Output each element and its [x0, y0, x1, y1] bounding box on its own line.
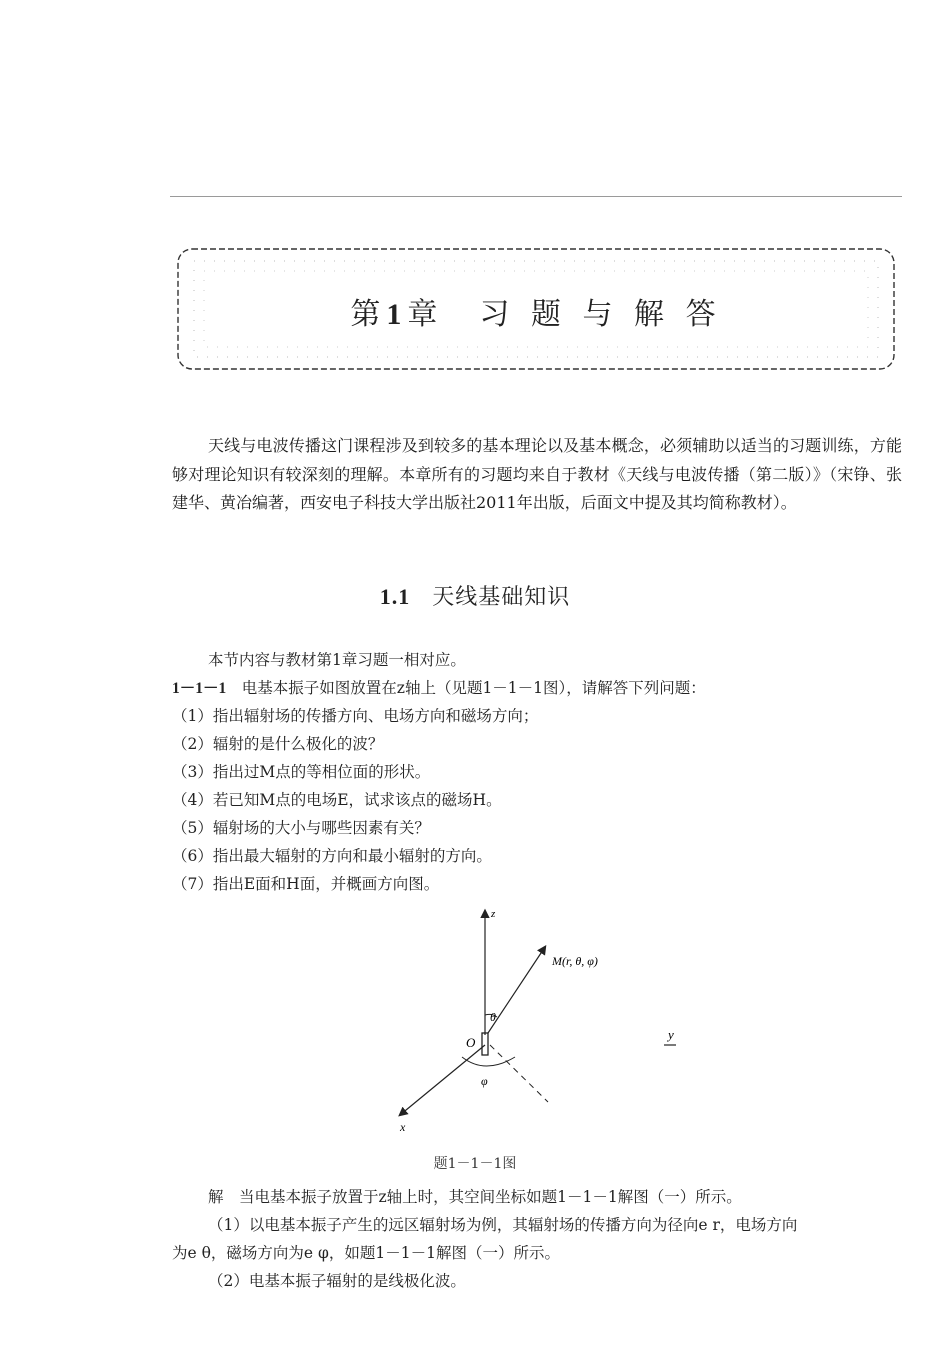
dipole-element — [482, 1033, 488, 1055]
chapter-heading-frame — [172, 243, 900, 375]
answer-intro: 解 当电基本振子放置于z轴上时，其空间坐标如题1－1－1解图（一）所示。 — [208, 1188, 742, 1206]
theta-label: θ — [490, 1010, 496, 1024]
radial-line — [488, 947, 545, 1033]
intro-paragraph: 天线与电波传播这门课程涉及到较多的基本理论以及基本概念，必须辅助以适当的习题训练，方能够对理论知识有较深刻的理解。本章所有的习题均来自于教材《天线与电波传播（第二版）》（宋铮、张建华、黄冶编著，西安电子科技大学出版社2011年出版，后面文中提及其均简称教材）。 — [172, 436, 902, 512]
answer-1-continued: 为e θ，磁场方向为e φ，如题1－1－1解图（一）所示。 — [172, 1244, 560, 1262]
question-6: （6）指出最大辐射的方向和最小辐射的方向。 — [172, 847, 492, 865]
point-m-label: M(r, θ, φ) — [552, 954, 598, 968]
phi-arc — [462, 1057, 515, 1066]
question-5: （5）辐射场的大小与哪些因素有关？ — [172, 819, 430, 837]
y-projection — [490, 1045, 548, 1102]
dipole-coordinate-figure — [380, 905, 700, 1140]
header-rule — [170, 196, 902, 197]
chapter-title: 第1章 习 题 与 解 答 — [350, 297, 722, 332]
origin-label: O — [466, 1035, 476, 1050]
phi-label: φ — [481, 1074, 488, 1088]
question-4: （4）若已知M点的电场E，试求该点的磁场H。 — [172, 791, 502, 809]
x-label: x — [400, 1120, 406, 1134]
coordinate-diagram — [380, 905, 700, 1140]
answer-2: （2）电基本振子辐射的是线极化波。 — [208, 1272, 466, 1290]
z-label: z — [491, 908, 496, 920]
section-heading: 1.1 天线基础知识 — [379, 584, 571, 610]
question-1: （1）指出辐射场的传播方向、电场方向和磁场方向； — [172, 707, 539, 725]
question-2: （2）辐射的是什么极化的波？ — [172, 735, 384, 753]
answer-1: （1）以电基本振子产生的远区辐射场为例，其辐射场的传播方向为径向e r，电场方向 — [208, 1216, 798, 1234]
section-note: 本节内容与教材第1章习题一相对应。 — [208, 651, 466, 669]
question-3: （3）指出过M点的等相位面的形状。 — [172, 763, 431, 781]
question-7: （7）指出E面和H面，并概画方向图。 — [172, 875, 440, 893]
problem-heading: 1－1－1 电基本振子如图放置在z轴上（见题1－1－1图），请解答下列问题： — [172, 679, 706, 697]
figure-caption: 题1－1－1图 — [433, 1156, 517, 1172]
y-label: y — [668, 1027, 674, 1042]
x-axis — [400, 1045, 485, 1115]
